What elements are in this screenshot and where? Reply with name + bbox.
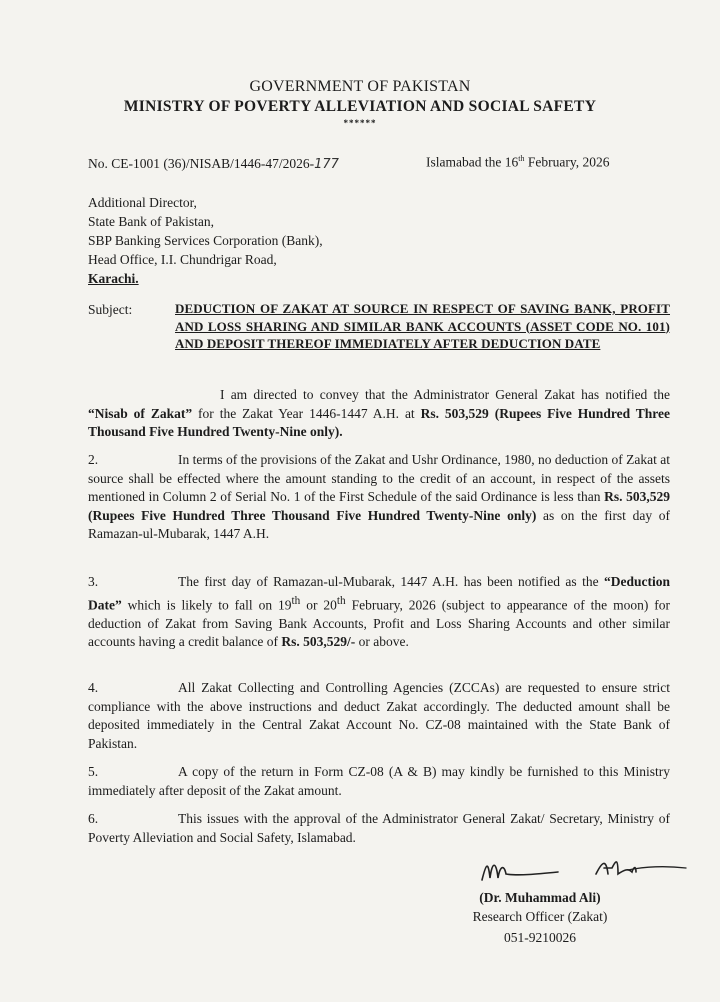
p2-text-1: In terms of the provisions of the Zakat and Ushr Ordinance, 1980, no deduction of Zakat at source shall be effected where the amount standing to the credit of an account, in respect of the assets mentioned in Column 2 of Serial No. 1 of the First Schedule of the said Ordinance is less than [88,452,670,504]
addressee-block [88,193,323,288]
p3-text-3: or 20 [300,597,337,612]
p3-sup-2: th [336,594,346,607]
p1-bold-amount: Rs. 503,529 (Rupees Five Hundred Three Thousand Five Hundred Twenty-Nine only). [88,405,670,439]
p3-bold-amount: Rs. 503,529/- [281,634,356,649]
signatory-title: Research Officer (Zakat) [472,909,608,924]
paragraph-2 [88,451,670,544]
p1-text-2: for the Zakat Year 1446-1447 A.H. at [192,405,421,421]
signatory-phone: 051-9210026 [504,930,576,945]
p2-bold-amount: Rs. 503,529 (Rupees Five Hundred Three Thousand Five Hundred Twenty-Nine only) [88,489,670,523]
p4-text: All Zakat Collecting and Controlling Agencies (ZCCAs) are requested to ensure strict compliance with the above instructions and deduct Zakat accordingly. The deducted amount shall be deposited immediately in the Central Zakat Account No. CZ-08 maintained with the State Bank of Pakistan. [88,680,670,751]
addressee-line: State Bank of Pakistan, [88,214,214,229]
p6-text: This issues with the approval of the Administrator General Zakat/ Secretary, Ministry of Poverty Alleviation and Social Safety, Islamabad. [88,811,670,845]
paragraph-number: 6. [88,811,99,826]
paragraph-6 [88,810,670,847]
addressee-city: Karachi. [88,271,139,286]
handwritten-reference-suffix: 177 [314,157,339,172]
subject-text: DEDUCTION OF ZAKAT AT SOURCE IN RESPECT OF SAVING BANK, PROFIT AND LOSS SHARING AND SIMILAR BANK ACCOUNTS (ASSET CODE NO. 101) AND DEPOSIT THEREOF IMMEDIATELY AFTER DEDUCTION DATE [175,301,670,351]
government-heading: GOVERNMENT OF PAKISTAN [249,78,471,95]
date-place: Islamabad the 16 [426,154,519,170]
reference-number-text: No. CE-1001 (36)/NISAB/1446-47/2026- [88,156,315,171]
date-suffix: th [518,154,525,163]
p3-bold-deduction-date: “Deduction Date” [88,574,670,612]
paragraph-1 [88,386,670,442]
p1-bold-nisab: “Nisab of Zakat” [88,405,193,421]
paragraph-3 [88,573,670,652]
p3-sup-1: th [291,594,301,607]
reference-number [88,156,339,172]
p3-text-4: February, 2026 (subject to appearance of the moon) for deduction of Zakat from Saving Bank Accounts, Profit and Loss Sharing Accounts and other similar accounts having a credit balance of [88,597,670,649]
signatory-name: (Dr. Muhammad Ali) [479,890,601,905]
p1-text-1: I am directed to convey that the Administrator General Zakat has notified the [220,387,670,402]
addressee-line: Head Office, I.I. Chundrigar Road, [88,252,277,267]
addressee-line: SBP Banking Services Corporation (Bank), [88,233,323,248]
p3-text-5: or above. [355,634,409,649]
p3-text-2: which is likely to fall on 19 [121,597,292,612]
p5-text: A copy of the return in Form CZ-08 (A & B) may kindly be furnished to this Ministry immediately after deposit of the Zakat amount. [88,764,670,798]
paragraph-number: 5. [88,764,99,779]
addressee-line: Additional Director, [88,195,197,210]
p3-text-1: The first day of Ramazan-ul-Mubarak, 1447 A.H. has been notified as the [178,574,604,589]
subject-label: Subject: [88,302,133,317]
handwritten-signature [478,852,688,888]
paragraph-5 [88,763,670,800]
paragraph-number: 2. [88,452,99,467]
date-rest: February, 2026 [524,154,610,170]
ministry-heading: MINISTRY OF POVERTY ALLEVIATION AND SOCIAL SAFETY [123,98,597,115]
paragraph-4 [88,679,670,753]
heading-stars: ****** [343,118,377,128]
p2-text-2: as on the first day of Ramazan-ul-Mubarak, 1447 A.H. [88,507,670,541]
paragraph-number: 4. [88,680,99,695]
letter-date [426,154,609,171]
paragraph-number: 3. [88,574,99,589]
